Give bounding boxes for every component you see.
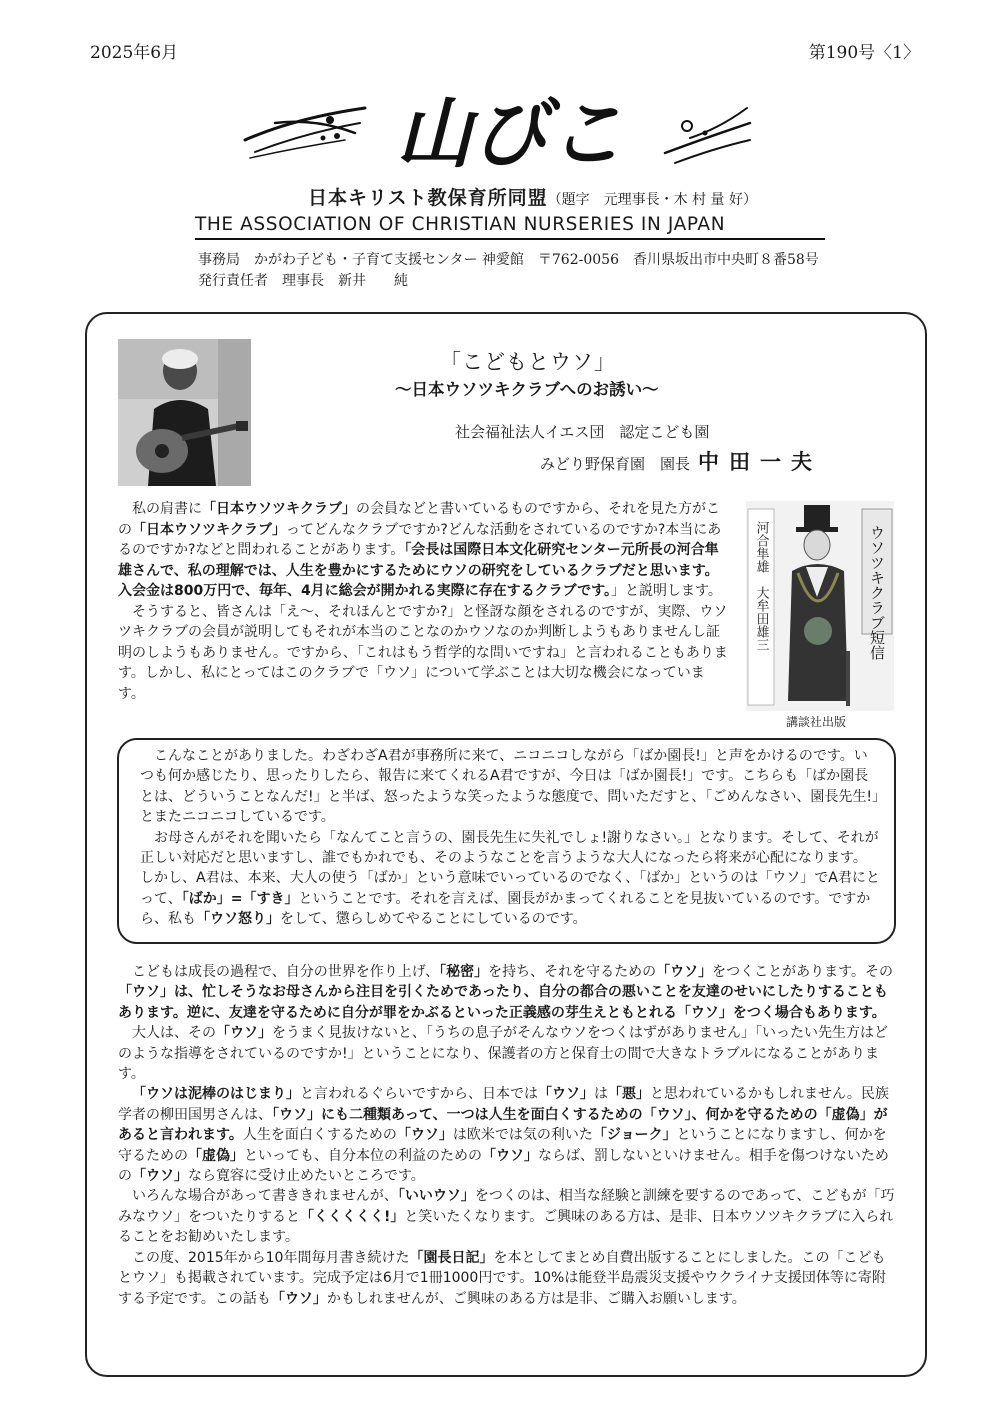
guitar-player-photo [118,339,251,486]
anecdote-paragraph: こんなことがありました。わざわざA君が事務所に来て、ニコニコしながら「ばか園長!」と声をかけるのです。いつも何か感じたり、思ったりしたら、報告に来てくれるA君ですが、今日は「ばか園長!」です。こちらも「ばか園長とは、どういうことなんだ!」と半ば、怒ったような笑ったような態度で、問いただすと、「ごめんなさい、園長先生!」とまたニコニコしているです。 [140,748,879,826]
calligrapher-credit: （題字 元理事長・木 村 量 好） [547,192,757,208]
book-title: ウソツキクラブ短信 [868,525,886,660]
body-paragraph: 大人は、その「ウソ」をうまく見抜けないと、「うちの息子がそんなウソをつくはずがありません」「いったい先生方はどのような指導をされているのですか!」ということになり、保護者の方と保育士の間で大きなトラブルになることがあります。 [118,1025,888,1083]
article-subtitle: ～日本ウソツキクラブへのお誘い～ [395,380,659,399]
article-title: 「こどもとウソ」 [440,350,616,374]
book-caption: 講談社出版 [786,715,847,729]
body-paragraph: いろんな場合があって書ききれませんが、「いいウソ」をつくのは、相当な経験と訓練を要するのであって、こどもが「巧みなウソ」をついたりすると「くくくくく!」と笑いたくなります。ご興味のある方は、是非、日本ウソツキクラブに入られることをお勧めいたします。 [118,1188,895,1246]
author-name: 中田一夫 [698,450,823,474]
author-organization: 社会福祉法人イエス団 認定こども園 [455,423,710,441]
body-paragraph: この度、2015年から10年間毎月書き続けた「園長日記」を本としてまとめ自費出版することにしました。この「こどもとウソ」も掲載されています。完成予定は6月で1冊1000円です。10%は能登半島震災支援やウクライナ支援団体等に寄附する予定です。この話も「ウソ」かもしれませんが、ご興味のある方は是非、ご購入お願いします。 [118,1249,886,1307]
org-name-english: THE ASSOCIATION OF CHRISTIAN NURSERIES IN JAPAN [195,214,726,235]
author-role: みどり野保育園 園長 [540,455,691,473]
author-byline [540,446,822,476]
header-divider [195,238,825,240]
office-address: 事務局 かがわ子ども・子育て支援センター 神愛館 〒762-0056 香川県坂出市中央町８番58号 [198,252,819,268]
org-name-text: 日本キリスト教保育所同盟 [308,187,548,209]
calligraphy-logo [235,78,755,183]
issue-number: 第190号〈1〉 [808,43,920,63]
anecdote-paragraph: お母さんがそれを聞いたら「なんてこと言うの、園長先生に失礼でしょ!謝りなさい。」となります。そして、それが正しい対応だと思いますし、誰でもかれでも、そのようなことを言うような大人になったら将来が心配になります。しかし、A君は、本来、大人の使う「ばか」という意味でいっているのでなく、「ばか」というのは「ウソ」でA君にとって、「ばか」=「すき」ということです。それを言えば、園長がかまってくれることを見抜いているのです。ですから、私も「ウソ怒り」をして、懲らしめてやることにしているのです。 [140,829,880,928]
org-name [308,183,757,210]
anecdote-text [140,746,880,930]
body-paragraph: 「ウソは泥棒のはじまり」と言われるぐらいですから、日本では「ウソ」は「悪」と思われているかもしれません。民族学者の柳田国男さんは、「ウソ」にも二種類あって、一つは人生を面白くするための「ウソ」、何かを守るための「虚偽」があると言われます。人生を面白くするための「ウソ」は欧米では気の利いた「ジョーク」ということになりますし、何かを守るための「虚偽」といっても、自分本位の利益のための「ウソ」ならば、罰しないといけません。相手を傷つけないための「ウソ」なら寛容に受け止めたいところです。 [118,1086,889,1185]
intro-section [118,499,730,704]
book-cover-illustration [746,501,894,711]
main-body [118,962,896,1309]
book-authors: 河合隼雄 大牟田雄三 [753,521,769,651]
intro-paragraph: 私の肩書に「日本ウソツキクラブ」の会員などと書いているものですから、それを見た方がこの「日本ウソツキクラブ」ってどんなクラブですか?どんな活動をされているのですか?本当にあるのですか?などと問われることがあります。「会長は国際日本文化研究センター元所長の河合隼雄さんで、私の理解では、人生を豊かにするためにウソの研究をしているクラブだと思います。入会金は800万円で、毎年、4月に総会が開かれる実際に存在するクラブです。」と説明します。 [118,501,722,599]
publisher-info: 発行責任者 理事長 新井 純 [198,273,408,289]
intro-paragraph: そうすると、皆さんは「え～、それほんとですか?」と怪訝な顔をされるのですが、実際、ウソツキクラブの会員が説明してもそれが本当のことなのかウソなのか判断しようもありませんし証明のしようもありません。ですから、「これはもう哲学的な問いですね」と言われることもあります。しかし、私にとってはこのクラブで「ウソ」について学ぶことは大切な機会になっています。 [118,603,728,702]
issue-date: 2025年6月 [90,43,179,63]
book-cover-image [746,501,894,711]
body-paragraph: こどもは成長の過程で、自分の世界を作り上げ、「秘密」を持ち、それを守るための「ウソ」をつくことがあります。その「ウソ」は、忙しそうなお母さんから注目を引くためであったり、自分の都合の悪いことを友達のせいにしたりすることもあります。逆に、友達を守るために自分が罪をかぶるといった正義感の芽生えともとれる「ウソ」をつく場合もあります。 [118,964,894,1021]
masthead-calligraphy [235,78,755,183]
masthead-title: 山びこ [396,89,624,178]
office-info [198,250,819,292]
author-photo [118,339,251,486]
